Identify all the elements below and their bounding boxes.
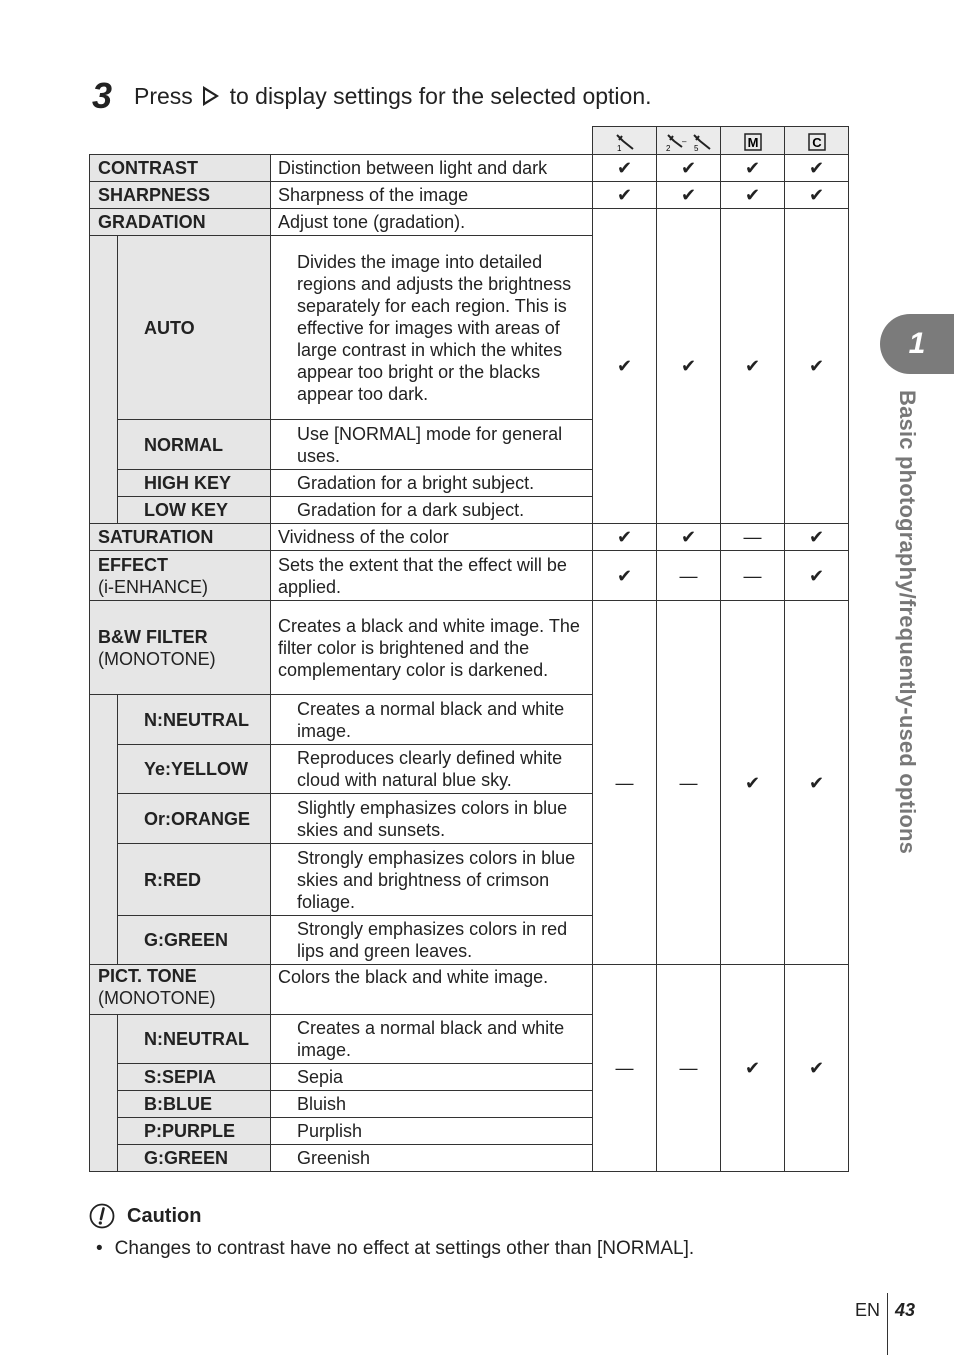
mode-m-icon <box>721 127 785 155</box>
step-heading <box>92 74 652 118</box>
contrast-desc: Distinction between light and dark <box>271 155 593 182</box>
check-icon: ✔ <box>721 209 785 524</box>
gradation-high-key-name: HIGH KEY <box>118 470 271 497</box>
dash-icon: — <box>593 601 657 965</box>
step-text-after: to display settings for the selected option. <box>229 82 652 109</box>
check-icon: ✔ <box>721 182 785 209</box>
check-icon: ✔ <box>721 155 785 182</box>
settings-table <box>89 126 849 1172</box>
header-blank <box>90 127 593 155</box>
pict-blue-desc: Bluish <box>271 1091 593 1118</box>
scene1-label: 1 <box>616 143 621 152</box>
row-contrast <box>90 155 849 182</box>
pict-neutral-name: N:NEUTRAL <box>118 1015 271 1064</box>
chapter-tab: 1 <box>880 314 954 374</box>
pict-green-desc: Greenish <box>271 1145 593 1172</box>
sharpness-desc: Sharpness of the image <box>271 182 593 209</box>
check-icon: ✔ <box>785 182 849 209</box>
dash-icon: — <box>657 601 721 965</box>
bw-orange-desc: Slightly emphasizes colors in blue skies and sunsets. <box>271 794 593 844</box>
caution-heading <box>89 1203 201 1229</box>
gradation-low-key-desc: Gradation for a dark subject. <box>271 497 593 524</box>
effect-desc: Sets the extent that the effect will be applied. <box>271 551 593 601</box>
bw-neutral-desc: Creates a normal black and white image. <box>271 695 593 745</box>
check-icon: ✔ <box>657 209 721 524</box>
gradation-normal-desc: Use [NORMAL] mode for general uses. <box>271 420 593 470</box>
svg-text:M: M <box>747 134 758 150</box>
sharpness-name: SHARPNESS <box>90 182 271 209</box>
step-number: 3 <box>92 75 113 116</box>
footer-language: EN <box>855 1300 881 1320</box>
saturation-desc: Vividness of the color <box>271 524 593 551</box>
bw-neutral-name: N:NEUTRAL <box>118 695 271 745</box>
caution-title: Caution <box>127 1204 202 1227</box>
pict-purple-name: P:PURPLE <box>118 1118 271 1145</box>
pict-tone-sub: (MONOTONE) <box>98 988 216 1008</box>
svg-text:C: C <box>811 134 822 150</box>
svg-text:2: 2 <box>665 143 670 152</box>
gradation-auto-name: AUTO <box>118 236 271 420</box>
dash-icon: — <box>593 965 657 1172</box>
dash-icon: — <box>657 965 721 1172</box>
bw-orange-name: Or:ORANGE <box>118 794 271 844</box>
scene1-icon <box>593 127 657 155</box>
caution-note <box>96 1238 694 1260</box>
dash-icon: — <box>657 551 721 601</box>
check-icon: ✔ <box>785 155 849 182</box>
row-pict-tone <box>90 965 849 1015</box>
gradation-desc: Adjust tone (gradation). <box>271 209 593 236</box>
svg-text:–: – <box>681 136 686 146</box>
bw-filter-desc: Creates a black and white image. The filter color is brightened and the complementary color is darkened. <box>271 601 593 695</box>
header-row <box>90 127 849 155</box>
pict-green-name: G:GREEN <box>118 1145 271 1172</box>
footer-divider <box>887 1293 888 1355</box>
step-text-before: Press <box>134 82 193 109</box>
pict-blue-name: B:BLUE <box>118 1091 271 1118</box>
pict-tone-indent <box>90 1015 118 1172</box>
bullet: • <box>96 1238 103 1259</box>
pict-purple-desc: Purplish <box>271 1118 593 1145</box>
bw-filter-indent <box>90 695 118 965</box>
effect-name: EFFECT (i-ENHANCE) <box>90 551 271 601</box>
check-icon: ✔ <box>657 155 721 182</box>
right-arrow-icon <box>203 86 219 106</box>
check-icon: ✔ <box>721 601 785 965</box>
bw-red-desc: Strongly emphasizes colors in blue skies and brightness of crimson foliage. <box>271 844 593 916</box>
gradation-indent <box>90 236 118 524</box>
gradation-normal-name: NORMAL <box>118 420 271 470</box>
bw-yellow-name: Ye:YELLOW <box>118 745 271 794</box>
row-bw-filter <box>90 601 849 695</box>
caution-text: Changes to contrast have no effect at settings other than [NORMAL]. <box>114 1238 695 1259</box>
check-icon: ✔ <box>785 209 849 524</box>
check-icon: ✔ <box>593 155 657 182</box>
row-sharpness <box>90 182 849 209</box>
mode-c-icon <box>785 127 849 155</box>
check-icon: ✔ <box>785 524 849 551</box>
check-icon: ✔ <box>593 209 657 524</box>
dash-icon: — <box>721 551 785 601</box>
bw-red-name: R:RED <box>118 844 271 916</box>
caution-icon <box>89 1203 115 1229</box>
bw-yellow-desc: Reproduces clearly defined white cloud with natural blue sky. <box>271 745 593 794</box>
scene2-5-icon <box>657 127 721 155</box>
dash-icon: — <box>721 524 785 551</box>
gradation-low-key-name: LOW KEY <box>118 497 271 524</box>
bw-filter-sub: (MONOTONE) <box>98 648 216 669</box>
gradation-name: GRADATION <box>90 209 271 236</box>
contrast-name: CONTRAST <box>90 155 271 182</box>
row-effect <box>90 551 849 601</box>
check-icon: ✔ <box>785 551 849 601</box>
check-icon: ✔ <box>593 551 657 601</box>
bw-green-desc: Strongly emphasizes colors in red lips and green leaves. <box>271 916 593 965</box>
pict-tone-name: PICT. TONE (MONOTONE) <box>90 965 271 1015</box>
gradation-auto-desc: Divides the image into detailed regions and adjusts the brightness separately for each region. This is effective for images with areas of large contrast in which the whites appear too bright or the blacks appear too dark. <box>271 236 593 420</box>
step-instruction <box>134 83 652 110</box>
check-icon: ✔ <box>593 182 657 209</box>
check-icon: ✔ <box>785 965 849 1172</box>
effect-sub: (i-ENHANCE) <box>98 576 208 597</box>
gradation-high-key-desc: Gradation for a bright subject. <box>271 470 593 497</box>
check-icon: ✔ <box>721 965 785 1172</box>
check-icon: ✔ <box>785 601 849 965</box>
chapter-title: Basic photography/frequently-used options <box>895 390 920 855</box>
check-icon: ✔ <box>593 524 657 551</box>
page-number: 43 <box>895 1300 916 1320</box>
pict-tone-desc: Colors the black and white image. <box>271 965 593 1015</box>
saturation-name: SATURATION <box>90 524 271 551</box>
bw-filter-name: B&W FILTER (MONOTONE) <box>90 601 271 695</box>
check-icon: ✔ <box>657 182 721 209</box>
check-icon: ✔ <box>657 524 721 551</box>
row-gradation <box>90 209 849 236</box>
svg-text:5: 5 <box>693 143 698 152</box>
row-saturation <box>90 524 849 551</box>
pict-sepia-name: S:SEPIA <box>118 1064 271 1091</box>
pict-sepia-desc: Sepia <box>271 1064 593 1091</box>
pict-neutral-desc: Creates a normal black and white image. <box>271 1015 593 1064</box>
bw-green-name: G:GREEN <box>118 916 271 965</box>
